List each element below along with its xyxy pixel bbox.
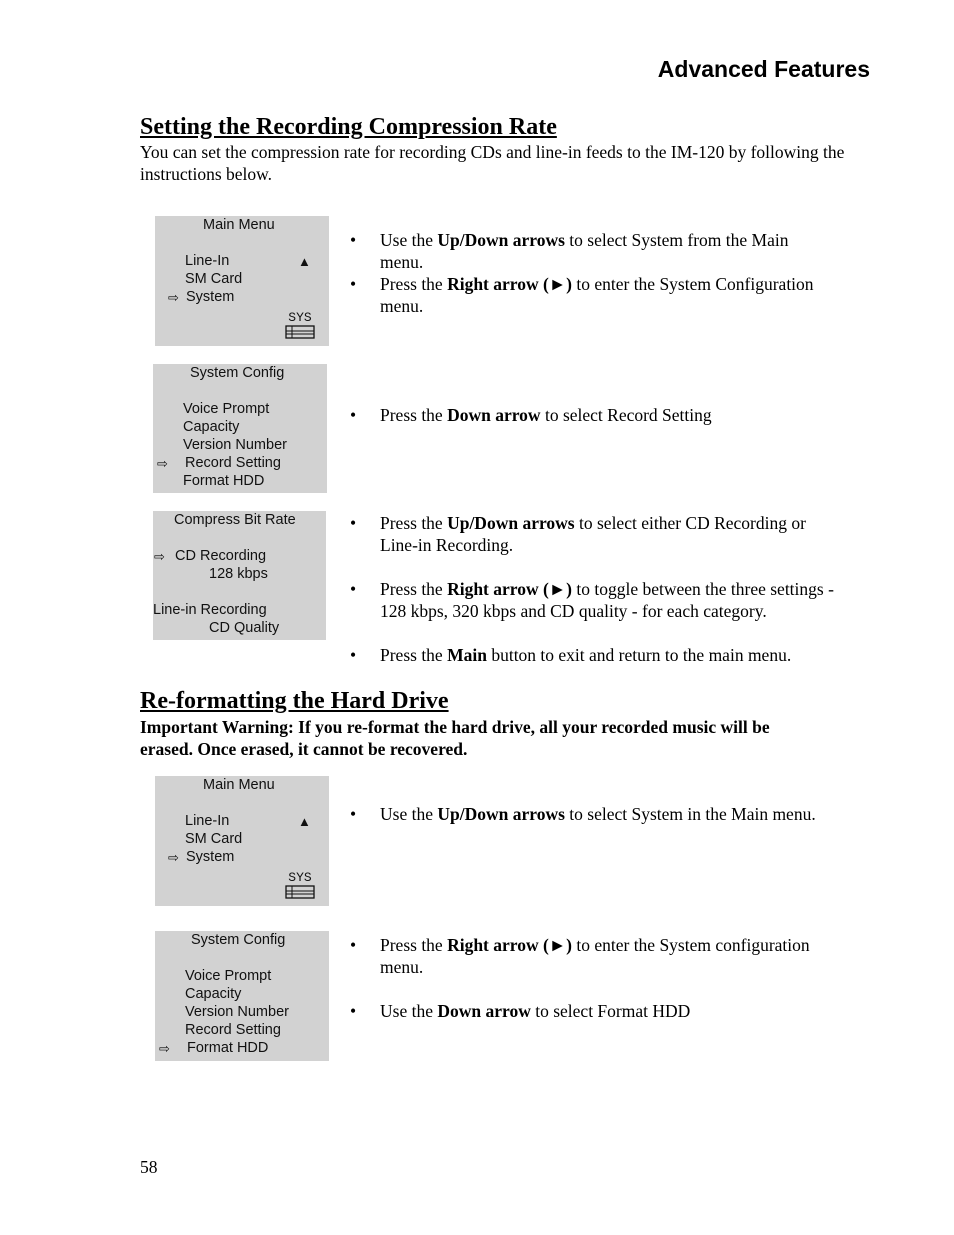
section-heading-reformat: Re-formatting the Hard Drive xyxy=(140,688,449,714)
lcd-item: SM Card xyxy=(185,271,243,287)
step-bold: Down arrow xyxy=(437,1001,531,1021)
intro-paragraph: You can set the compression rate for recording CDs and line-in feeds to the IM-120 by following the instructions below. xyxy=(140,142,845,184)
step-text: Press the xyxy=(380,405,448,425)
lcd-item-selected: System xyxy=(186,849,235,865)
step-text: Press the xyxy=(380,645,448,665)
step-text: menu. xyxy=(380,296,424,316)
lcd-item-selected: Record Setting xyxy=(185,455,281,471)
step-text: to select System from the Main xyxy=(564,230,789,250)
step-text: Use the xyxy=(380,230,438,250)
bullet-icon: • xyxy=(350,513,357,533)
step-bold: Right arrow (►) xyxy=(447,579,572,599)
bullet-icon: • xyxy=(350,1001,357,1021)
step-text: button to exit and return to the main menu. xyxy=(486,645,792,665)
step-text: menu. xyxy=(380,957,424,977)
chapter-title: Advanced Features xyxy=(657,56,870,82)
warning-line: erased. Once erased, it cannot be recovered. xyxy=(140,739,468,759)
step-bold: Right arrow (►) xyxy=(447,935,572,955)
step-bold: Down arrow xyxy=(447,405,541,425)
step-text: to toggle between the three settings - xyxy=(571,579,834,599)
lcd-title: Main Menu xyxy=(203,777,275,793)
lcd-item: Line-In xyxy=(185,253,230,269)
svg-text:SYS: SYS xyxy=(288,870,312,885)
lcd-item: Capacity xyxy=(185,986,242,1002)
step-text: Press the xyxy=(380,579,448,599)
lcd-item: Format HDD xyxy=(183,473,265,489)
lcd-compress-bit-rate xyxy=(153,511,326,640)
bullet-icon: • xyxy=(350,274,357,294)
step-bold: Up/Down arrows xyxy=(447,513,575,533)
step-bold: Up/Down arrows xyxy=(437,804,565,824)
svg-text:SYS: SYS xyxy=(288,310,312,325)
lcd-title: Main Menu xyxy=(203,217,275,233)
warning-line: Important Warning: If you re-format the hard drive, all your recorded music will be xyxy=(140,717,770,737)
sys-icon xyxy=(285,868,315,900)
step-text: Press the xyxy=(380,274,448,294)
lcd-title: Compress Bit Rate xyxy=(174,512,296,528)
lcd-item: SM Card xyxy=(185,831,243,847)
lcd-item-selected: System xyxy=(186,289,235,305)
step-bold: Up/Down arrows xyxy=(437,230,565,250)
step-bold: Right arrow (►) xyxy=(447,274,572,294)
lcd-item: Line-In xyxy=(185,813,230,829)
step-text: to select either CD Recording or xyxy=(574,513,806,533)
step-text: Use the xyxy=(380,1001,438,1021)
pointer-arrow-icon: ⇨ xyxy=(159,1041,170,1056)
pointer-arrow-icon: ⇨ xyxy=(154,549,165,564)
lcd-title: System Config xyxy=(190,365,285,381)
step-text: menu. xyxy=(380,252,424,272)
lcd-item: Voice Prompt xyxy=(185,968,272,984)
step-text: to enter the System Configuration xyxy=(571,274,814,294)
step-text: to select System in the Main menu. xyxy=(564,804,816,824)
bullet-icon: • xyxy=(350,579,357,599)
step-text: Press the xyxy=(380,513,448,533)
bullet-icon: • xyxy=(350,405,357,425)
step-bold: Main xyxy=(447,645,487,665)
bullet-icon: • xyxy=(350,230,357,250)
lcd-item: Line-in Recording xyxy=(153,602,267,618)
lcd-title: System Config xyxy=(191,932,286,948)
warning-paragraph xyxy=(140,716,875,760)
up-arrow-icon: ▲ xyxy=(298,814,311,829)
lcd-item: Version Number xyxy=(185,1004,289,1020)
step-text: 128 kbps, 320 kbps and CD quality - for each category. xyxy=(380,601,767,621)
step-text: to enter the System configuration xyxy=(571,935,810,955)
sys-icon xyxy=(285,308,315,340)
pointer-arrow-icon: ⇨ xyxy=(168,850,179,865)
up-arrow-icon: ▲ xyxy=(298,254,311,269)
lcd-system-config xyxy=(153,364,327,493)
lcd-value: CD Quality xyxy=(209,620,280,636)
pointer-arrow-icon: ⇨ xyxy=(157,456,168,471)
lcd-item: Version Number xyxy=(183,437,287,453)
section-heading-compression: Setting the Recording Compression Rate xyxy=(140,114,557,140)
lcd-main-menu xyxy=(155,776,329,906)
page-number: 58 xyxy=(140,1157,158,1177)
bullet-icon: • xyxy=(350,645,357,665)
step-text: to select Format HDD xyxy=(530,1001,691,1021)
lcd-item: Capacity xyxy=(183,419,240,435)
lcd-item: Record Setting xyxy=(185,1022,281,1038)
lcd-value: 128 kbps xyxy=(209,566,268,582)
lcd-item: Voice Prompt xyxy=(183,401,270,417)
lcd-main-menu xyxy=(155,216,329,346)
step-text: Line-in Recording. xyxy=(380,535,514,555)
lcd-item-selected: CD Recording xyxy=(175,548,267,564)
pointer-arrow-icon: ⇨ xyxy=(168,290,179,305)
bullet-icon: • xyxy=(350,935,357,955)
bullet-icon: • xyxy=(350,804,357,824)
step-text: to select Record Setting xyxy=(540,405,712,425)
step-text: Use the xyxy=(380,804,438,824)
lcd-system-config xyxy=(155,931,329,1061)
step-text: Press the xyxy=(380,935,448,955)
lcd-item-selected: Format HDD xyxy=(187,1040,269,1056)
